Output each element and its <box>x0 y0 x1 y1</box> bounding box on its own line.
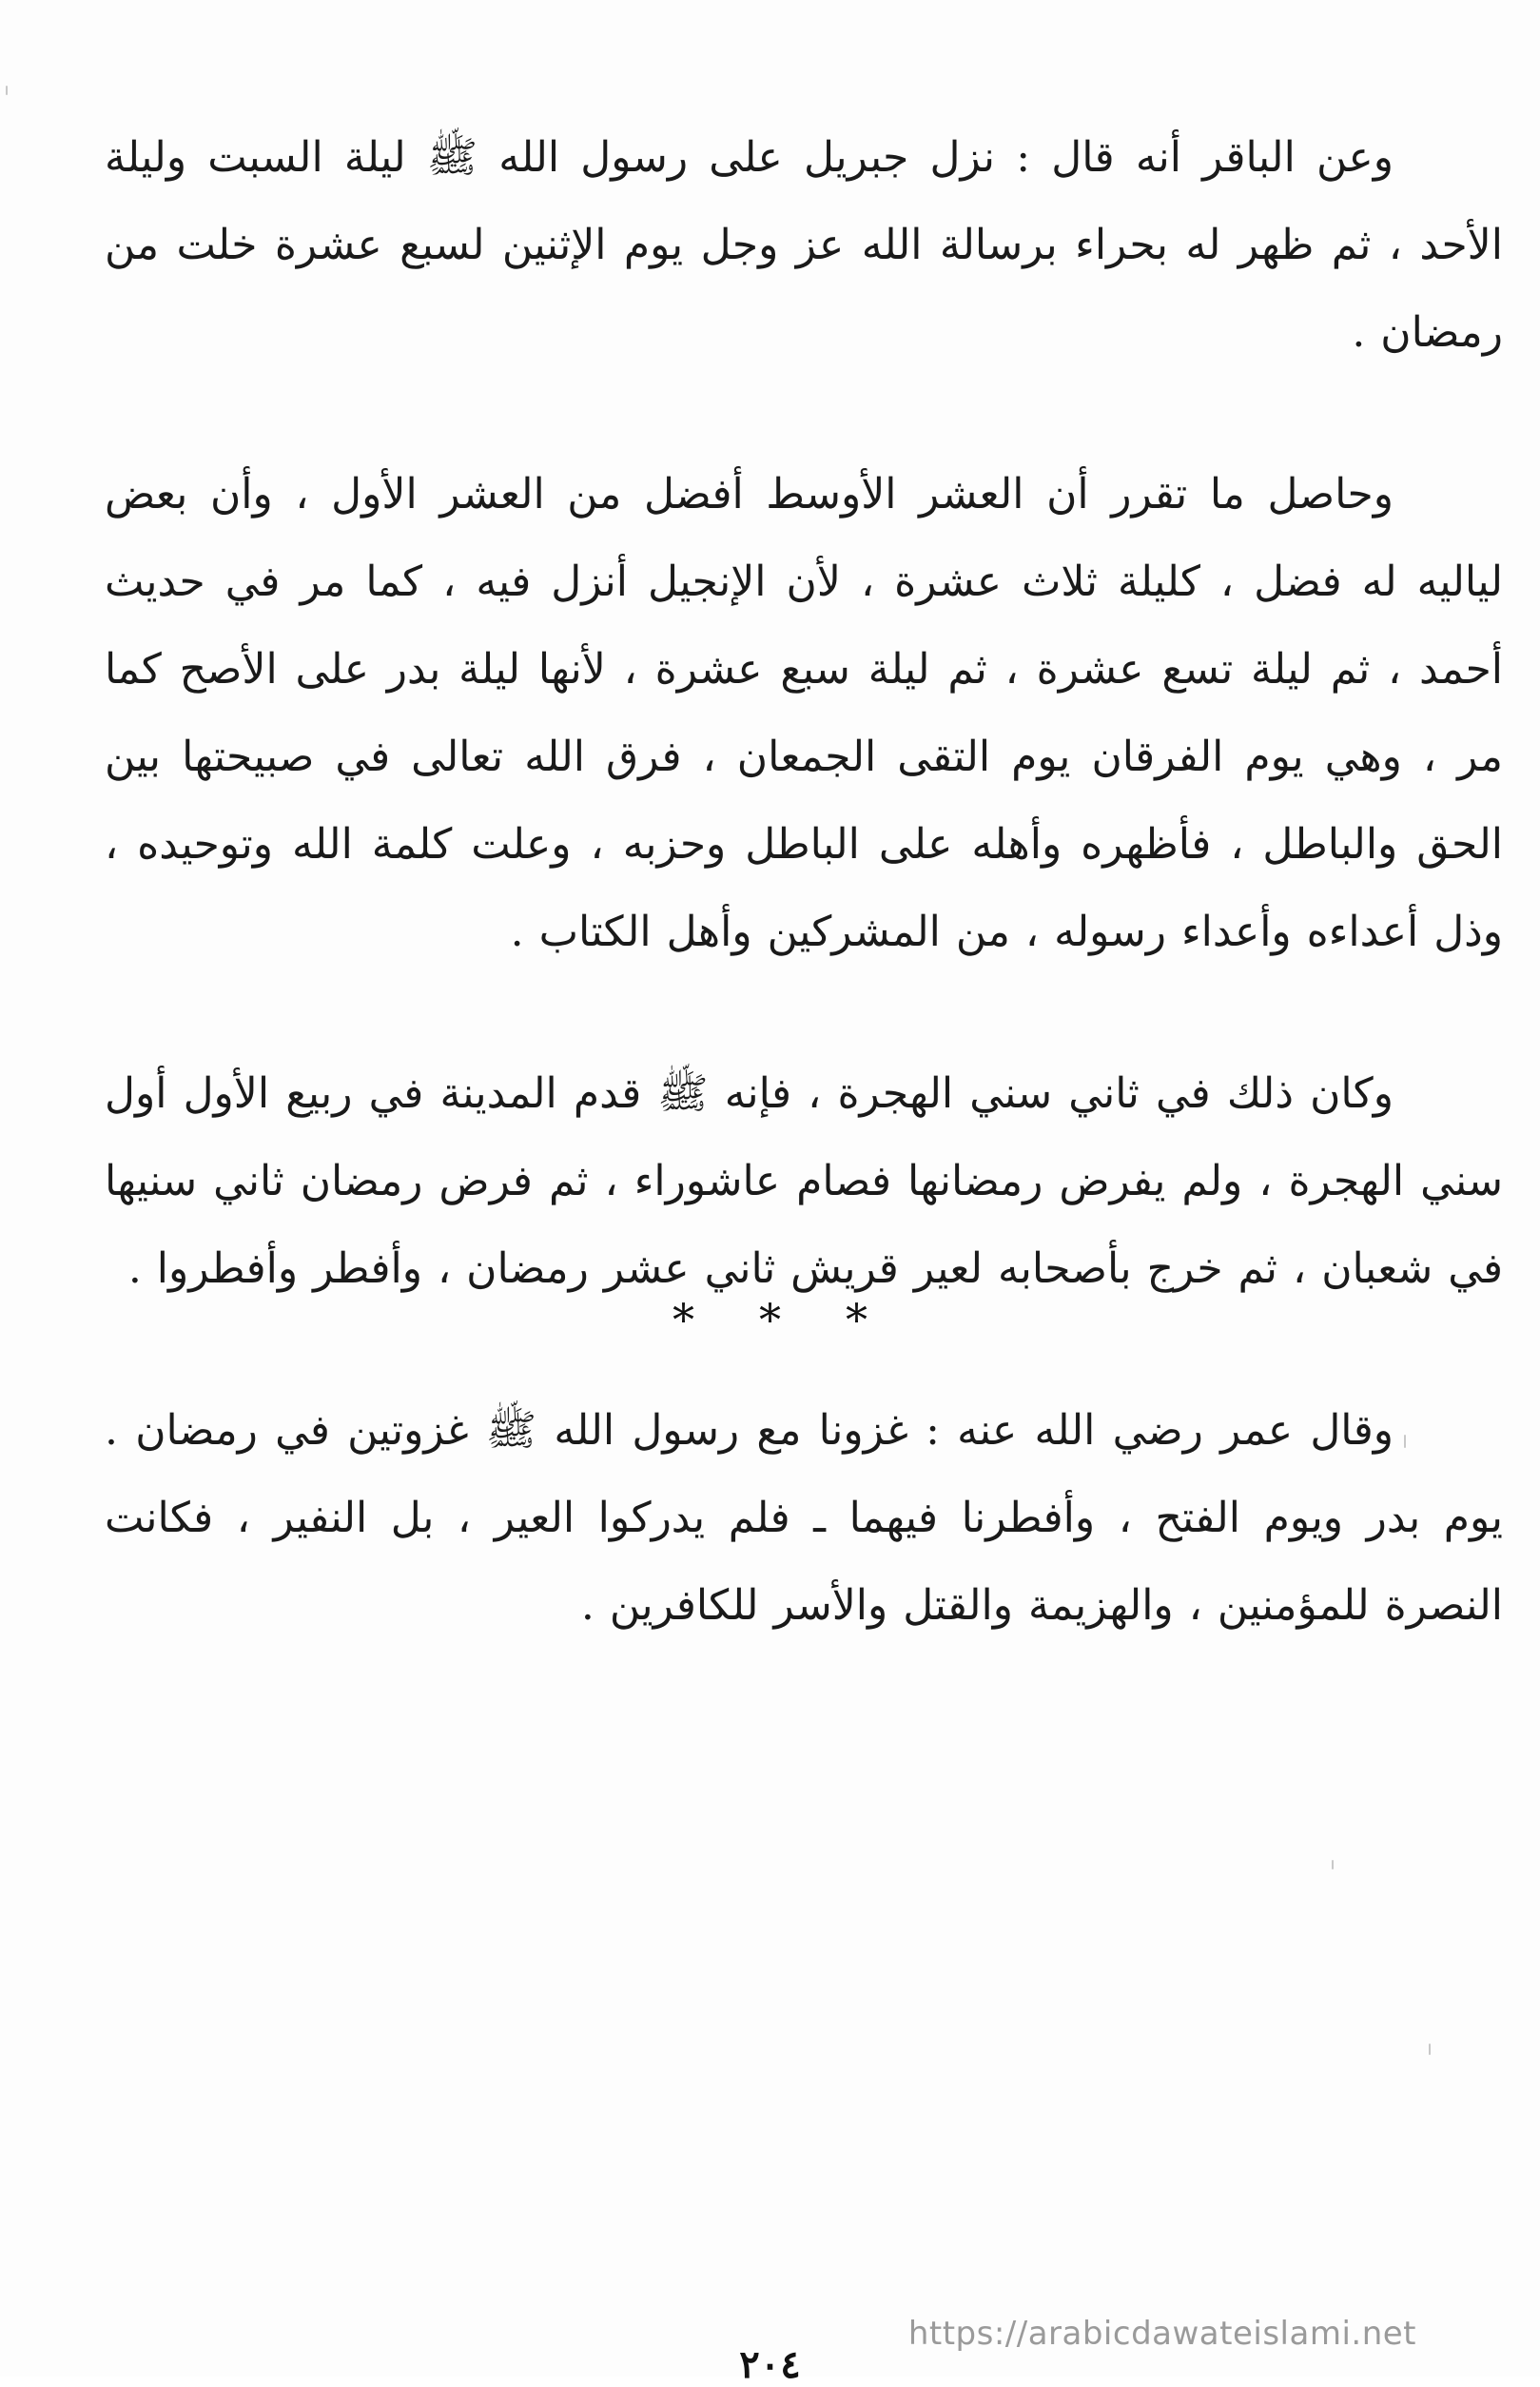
scan-speck <box>1429 2044 1431 2055</box>
scan-speck <box>1332 1860 1334 1869</box>
watermark-url: https://arabicdawateislami.net <box>907 2315 1416 2353</box>
paragraph-4: وقال عمر رضي الله عنه : غزونا مع رسول الله ﷺ غزوتين في رمضان . يوم بدر ويوم الفتح ، وأفطرنا فيهما ـ فلم يدركوا العير ، بل النفير ، فكانت النصرة للمؤمنين ، والهزيمة والقتل والأسر للكافرين . <box>105 1406 1503 1630</box>
paragraph-1: وعن الباقر أنه قال : نزل جبريل على رسول الله ﷺ ليلة السبت وليلة الأحد ، ثم ظهر له بحراء برسالة الله عز وجل يوم الإثنين لسبع عشرة خلت من رمضان . <box>105 133 1503 357</box>
section-divider: *** <box>673 1294 932 1345</box>
scan-speck <box>6 86 8 95</box>
paragraph-3: وكان ذلك في ثاني سني الهجرة ، فإنه ﷺ قدم المدينة في ربيع الأول أول سني الهجرة ، ولم يفرض رمضانها فصام عاشوراء ، ثم فرض رمضان ثاني سنيها في شعبان ، ثم خرج بأصحابه لعير قريش ثاني عشر رمضان ، وأفطر وأفطروا . <box>105 1069 1503 1293</box>
scan-speck <box>1404 1435 1406 1448</box>
page-number: ٢٠٤ <box>739 2342 801 2387</box>
paragraph-2: وحاصل ما تقرر أن العشر الأوسط أفضل من العشر الأول ، وأن بعض لياليه له فضل ، كليلة ثلاث عشرة ، لأن الإنجيل أنزل فيه ، كما مر في حديث أحمد ، ثم ليلة تسع عشرة ، ثم ليلة سبع عشرة ، لأنها ليلة بدر على الأصح كما مر ، وهي يوم الفرقان يوم التقى الجمعان ، فرق الله تعالى في صبيحتها بين الحق والباطل ، فأظهره وأهله على الباطل وحزبه ، وعلت كلمة الله وتوحيده ، وذل أعداءه وأعداء رسوله ، من المشركين وأهل الكتاب . <box>105 470 1503 956</box>
body-text <box>105 114 1503 1724</box>
